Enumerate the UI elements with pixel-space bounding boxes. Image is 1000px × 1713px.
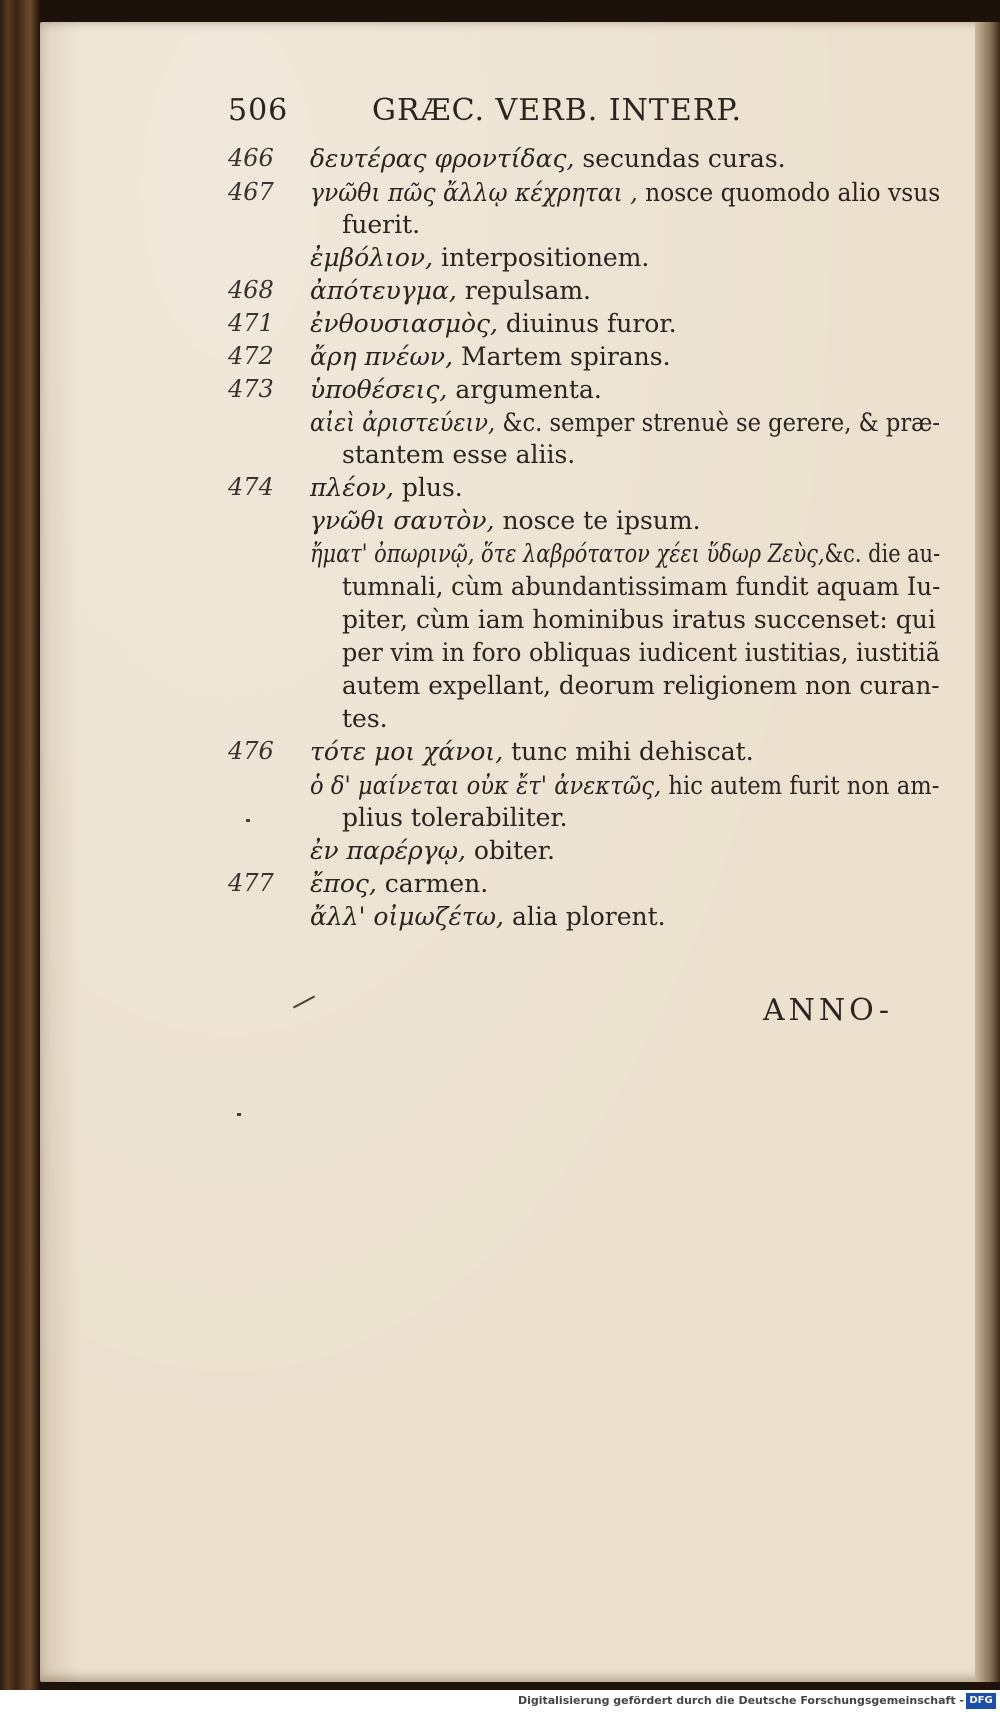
latin-gloss: autem expellant, deorum religionem non curan- (342, 671, 940, 700)
entry-line (342, 640, 940, 665)
latin-gloss: alia plorent. (504, 902, 666, 931)
ink-dot (237, 1113, 241, 1116)
latin-gloss: argumenta. (447, 375, 602, 404)
greek-term: ὑποθέσεις, (310, 375, 448, 404)
latin-gloss: per vim in foro obliquas iudicent iustitias, iustitiã (342, 638, 940, 667)
greek-term: ἄλλ' οἰμωζέτω, (310, 902, 505, 931)
line-number: 476 (228, 737, 274, 765)
latin-gloss: hic autem furit non am- (661, 771, 940, 800)
line-number: 468 (228, 276, 274, 304)
greek-term: ἔπος, (310, 869, 377, 898)
entry-line (310, 871, 488, 896)
entry-line (310, 838, 555, 863)
latin-gloss: &c. semper strenuè se gerere, & præ- (495, 408, 940, 437)
latin-gloss: obiter. (465, 836, 555, 865)
entry-line (342, 442, 575, 467)
latin-gloss: fuerit. (342, 210, 421, 239)
line-number: 474 (228, 473, 274, 501)
line-number: 477 (228, 869, 274, 897)
greek-term: τότε μοι χάνοι, (310, 737, 504, 766)
greek-term: γνῶθι σαυτὸν, (310, 506, 495, 535)
entry-line (310, 146, 786, 171)
latin-gloss: carmen. (376, 869, 489, 898)
greek-term: ἤματ' ὀπωρινῷ, ὅτε λαβρότατον χέει ὕδωρ Ζεὺς, (310, 539, 825, 568)
entry-line (310, 773, 939, 798)
latin-gloss: interpositionem. (433, 243, 650, 272)
greek-term: ἀπότευγμα, (310, 276, 457, 305)
greek-term: ἐνθουσιασμὸς, (310, 309, 498, 338)
entry-line (342, 607, 936, 632)
line-number: 466 (228, 144, 274, 172)
entry-line (310, 739, 754, 764)
latin-gloss: &c. die au- (824, 539, 941, 568)
running-title: GRÆC. VERB. INTERP. (372, 93, 743, 128)
line-number: 473 (228, 375, 274, 403)
line-number: 472 (228, 342, 274, 370)
digitization-credit: Digitalisierung gefördert durch die Deutsche Forschungsgemeinschaft - (517, 1694, 964, 1707)
entry-line (310, 245, 649, 270)
entry-line (310, 278, 591, 303)
latin-gloss: nosce te ipsum. (494, 506, 701, 535)
entry-line (310, 475, 463, 500)
latin-gloss: tumnali, cùm abundantissimam fundit aquam Iu- (342, 572, 941, 601)
greek-term: ὁ δ' μαίνεται οὐκ ἔτ' ἀνεκτῶς, (310, 771, 662, 800)
greek-term: αἰεὶ ἀριστεύειν, (310, 408, 496, 437)
entry-line (310, 410, 940, 435)
entry-line (310, 180, 940, 205)
page-number: 506 (228, 93, 289, 128)
entry-line (310, 311, 677, 336)
latin-gloss: repulsam. (456, 276, 592, 305)
latin-gloss: plius tolerabiliter. (342, 803, 568, 832)
entry-line (310, 377, 602, 402)
entry-line (310, 508, 701, 533)
entry-line (342, 673, 940, 698)
greek-term: γνῶθι πῶς ἄλλῳ κέχρηται , (310, 178, 638, 207)
latin-gloss: diuinus furor. (497, 309, 677, 338)
latin-gloss: secundas curas. (574, 144, 786, 173)
greek-term: δευτέρας φροντίδας, (310, 144, 575, 173)
greek-term: ἐμβόλιον, (310, 243, 434, 272)
entry-line (342, 212, 420, 237)
greek-term: ἄρη πνέων, (310, 342, 454, 371)
latin-gloss: nosce quomodo alio vsus (637, 178, 941, 207)
entry-line (342, 805, 568, 830)
latin-gloss: stantem esse aliis. (342, 440, 576, 469)
greek-term: ἐν παρέργῳ, (310, 836, 466, 865)
line-number: 467 (228, 178, 274, 206)
latin-gloss: tes. (342, 704, 388, 733)
entry-line (342, 574, 940, 599)
entry-line (342, 706, 388, 731)
latin-gloss: tunc mihi dehiscat. (503, 737, 754, 766)
dfg-logo: DFG (966, 1693, 996, 1709)
entry-line (310, 344, 671, 369)
ink-dot (246, 819, 250, 822)
catchword: ANNO- (763, 993, 893, 1028)
entry-line (310, 541, 940, 566)
page-fore-edge (975, 22, 1000, 1682)
entry-line (310, 904, 666, 929)
line-number: 471 (228, 309, 274, 337)
latin-gloss: piter, cùm iam hominibus iratus succenset: qui (342, 605, 936, 634)
greek-term: πλέον, (310, 473, 394, 502)
latin-gloss: plus. (393, 473, 463, 502)
latin-gloss: Martem spirans. (453, 342, 671, 371)
